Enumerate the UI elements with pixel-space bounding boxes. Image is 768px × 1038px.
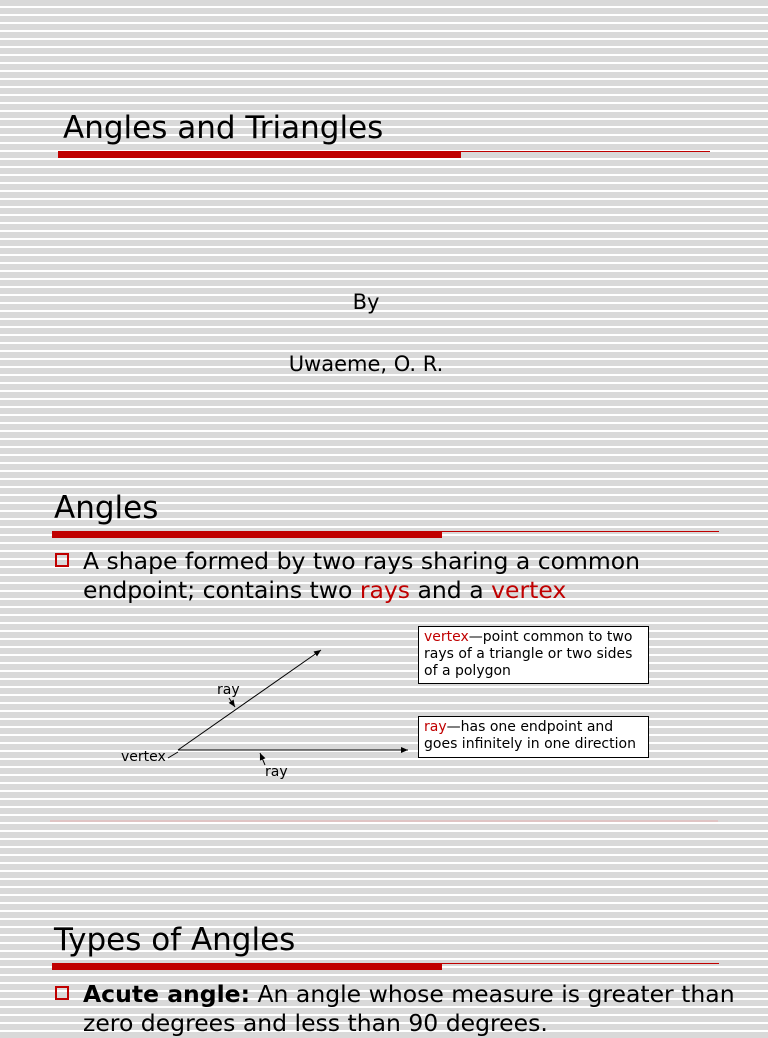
ray-upper (178, 650, 321, 750)
angle-diagram (0, 440, 768, 840)
vertex-label: vertex (121, 749, 166, 765)
angles-slide (0, 440, 768, 840)
ray-definition: —has one endpoint and goes infinitely in one direction (424, 719, 636, 752)
bullet-text-part: A shape formed by two rays sharing a common endpoint; contains two (83, 547, 641, 604)
slide-title: Angles and Triangles (63, 110, 384, 146)
vertex-pointer (168, 752, 178, 758)
ray-lower-label: ray (265, 764, 288, 780)
title-underline-thin (461, 151, 710, 152)
title-underline-thin (442, 963, 719, 964)
title-underline-thick (52, 963, 442, 970)
ray-term: ray (424, 719, 447, 735)
vertex-highlight: vertex (491, 576, 567, 604)
title-underline-thick (58, 151, 461, 158)
bullet-text-part: and a (410, 576, 492, 604)
acute-angle-definition: An angle whose measure is greater than zero degrees and less than 90 degrees. (83, 980, 735, 1037)
slide-title: Types of Angles (54, 922, 296, 958)
vertex-definition: —point common to two rays of a triangle or two sides of a polygon (424, 629, 633, 679)
author-name: Uwaeme, O. R. (288, 352, 444, 376)
slide-title: Angles (54, 490, 159, 526)
by-text: By (352, 290, 380, 314)
bullet-square-icon (55, 986, 69, 1000)
acute-angle-term: Acute angle: (83, 980, 251, 1008)
title-slide (0, 0, 768, 440)
ray-upper-pointer (229, 698, 235, 707)
vertex-term: vertex (424, 629, 469, 645)
bullet-item (55, 980, 745, 1038)
bullet-text (83, 980, 745, 1038)
types-of-angles-slide (0, 880, 768, 1037)
vertex-definition-box (418, 626, 649, 684)
rays-highlight: rays (359, 576, 411, 604)
ray-upper-label: ray (217, 682, 240, 698)
ray-definition-box (418, 716, 649, 758)
